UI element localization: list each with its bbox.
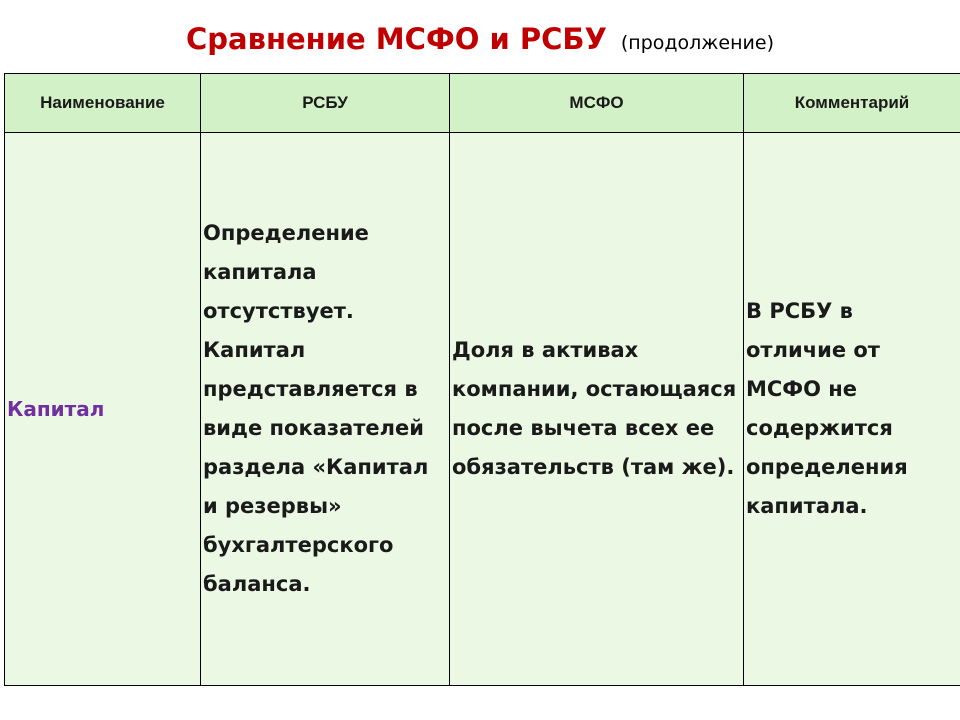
msfo-cell: [450, 133, 744, 686]
rsbu-cell: [201, 133, 450, 686]
comparison-table: [4, 73, 960, 686]
header-rsbu: РСБУ: [201, 74, 450, 133]
comment-cell: [744, 133, 960, 686]
title-subtitle: (продолжение): [620, 32, 774, 54]
header-comment: Комментарий: [744, 74, 960, 133]
row-name-cell: [5, 133, 201, 686]
header-msfo: МСФО: [450, 74, 744, 133]
title-main: Сравнение МСФО и РСБУ: [186, 22, 607, 56]
slide-title: [0, 22, 960, 56]
header-name: Наименование: [5, 74, 201, 133]
rsbu-text: Определение капитала отсутствует. Капитал представляется в виде показателей раздела «Капитал и резервы» бухгалтерского баланса.: [203, 221, 429, 596]
msfo-text: Доля в активах компании, остающаяся после вычета всех ее обязательств (там же).: [452, 338, 737, 479]
row-name: Капитал: [7, 396, 105, 421]
comment-text: В РСБУ в отличие от МСФО не содержится определения капитала.: [746, 299, 908, 518]
table-header-row: [5, 74, 960, 133]
table-row: [5, 133, 960, 686]
